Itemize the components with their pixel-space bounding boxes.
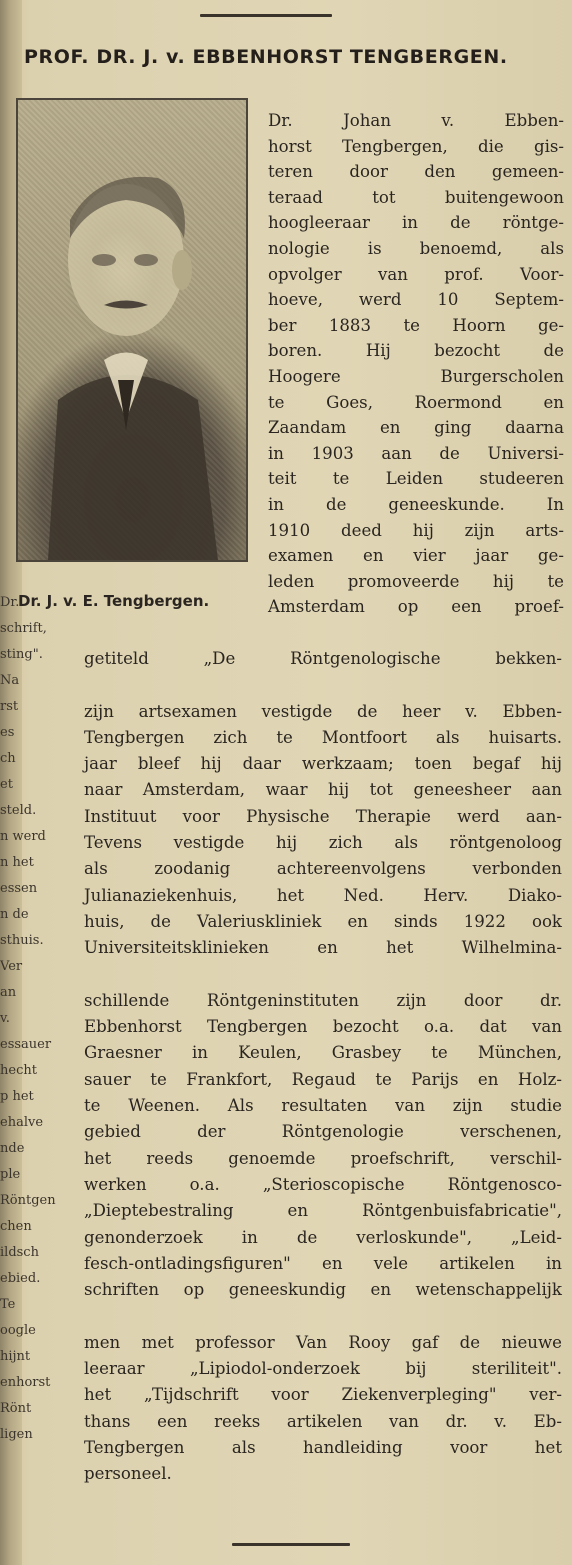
margin-fragment: an — [0, 985, 17, 1000]
text-line: huis, de Valeriuskliniek en sinds 1922 ook — [84, 911, 562, 931]
text-line: thans een reeks artikelen van dr. v. Eb- — [84, 1411, 562, 1431]
margin-fragment: sthuis. — [0, 933, 44, 948]
margin-fragment: sting". — [0, 647, 43, 662]
text-line: fesch-ontladingsfiguren" en vele artikelen in — [84, 1253, 562, 1273]
text-line: opvolger van prof. Voor- — [268, 264, 564, 284]
text-line: sauer te Frankfort, Regaud te Parijs en Holz- — [84, 1069, 562, 1089]
margin-fragment: Röntgen — [0, 1193, 56, 1208]
text-line: schriften op geneeskundig en wetenschappelijk — [84, 1280, 562, 1300]
text-line: Universiteitsklinieken en het Wilhelmina- — [84, 938, 562, 958]
text-line: nologie is benoemd, als — [268, 238, 564, 258]
top-separator-rule — [200, 14, 332, 17]
text-line: Dr. Johan v. Ebben- — [268, 111, 564, 130]
text-line: teraad tot buitengewoon — [268, 187, 564, 207]
text-line: Tevens vestigde hij zich als röntgenoloog — [84, 833, 562, 853]
margin-fragment: et — [0, 777, 13, 792]
margin-fragment: p het — [0, 1089, 34, 1104]
text-line: jaar bleef hij daar werkzaam; toen begaf hij — [84, 754, 562, 774]
margin-fragment: essen — [0, 881, 38, 896]
margin-fragment: n de — [0, 907, 29, 922]
text-line: „Dieptebestraling en Röntgenbuisfabricatie", — [84, 1201, 562, 1221]
text-line: het reeds genoemde proefschrift, verschil- — [84, 1148, 562, 1168]
text-line: getiteld „De Röntgenologische bekken- — [84, 649, 562, 668]
text-line: werken o.a. „Sterioscopische Röntgenosco- — [84, 1174, 562, 1194]
portrait-photo — [16, 98, 248, 562]
margin-fragment: oogle — [0, 1323, 36, 1338]
margin-fragment: chen — [0, 1219, 32, 1234]
portrait-illustration — [18, 100, 246, 560]
margin-fragment: n het — [0, 855, 34, 870]
text-line: als zoodanig achtereenvolgens verbonden — [84, 859, 562, 879]
margin-fragment: Ver — [0, 959, 23, 974]
text-line: te Weenen. Als resultaten van zijn studie — [84, 1096, 562, 1116]
margin-fragment: ildsch — [0, 1245, 39, 1260]
margin-fragment: Na — [0, 673, 20, 688]
margin-fragment: essauer — [0, 1037, 52, 1052]
margin-fragment: hijnt — [0, 1349, 31, 1364]
text-line: boren. Hij bezocht de — [268, 341, 564, 361]
margin-fragment: ch — [0, 751, 16, 766]
margin-fragment: ebied. — [0, 1271, 41, 1286]
text-line — [84, 672, 562, 698]
text-line: examen en vier jaar ge- — [268, 546, 564, 566]
margin-fragment: Dr. — [0, 595, 20, 610]
margin-text-fragments — [0, 590, 100, 1448]
text-line: Instituut voor Physische Therapie werd aan- — [84, 806, 562, 826]
margin-fragment: nde — [0, 1141, 25, 1156]
text-line: Graesner in Keulen, Grasbey te München, — [84, 1043, 562, 1063]
bottom-separator-rule — [232, 1543, 350, 1546]
text-line: naar Amsterdam, waar hij tot geneesheer aan — [84, 780, 562, 800]
margin-fragment: n werd — [0, 829, 46, 844]
text-line: in de geneeskunde. In — [268, 494, 564, 514]
text-line: ber 1883 te Hoorn ge- — [268, 315, 564, 335]
text-line: teit te Leiden studeeren — [268, 469, 564, 489]
margin-fragment: rst — [0, 699, 19, 714]
margin-fragment: ple — [0, 1167, 21, 1182]
margin-fragment: hecht — [0, 1063, 37, 1078]
article-headline: PROF. DR. J. v. EBBENHORST TENGBERGEN. — [24, 46, 508, 68]
article-intro-column — [268, 108, 564, 620]
text-line: zijn artsexamen vestigde de heer v. Ebben- — [84, 701, 562, 721]
text-line — [84, 962, 562, 988]
text-line: Tengbergen zich te Montfoort als huisarts. — [84, 727, 562, 747]
text-line: schillende Röntgeninstituten zijn door dr. — [84, 990, 562, 1010]
text-line: Zaandam en ging daarna — [268, 418, 564, 438]
text-line: Ebbenhorst Tengbergen bezocht o.a. dat van — [84, 1017, 562, 1037]
text-line: genonderzoek in de verloskunde", „Leid- — [84, 1227, 562, 1247]
text-line — [84, 1303, 562, 1329]
text-line: horst Tengbergen, die gis- — [268, 136, 564, 156]
margin-fragment: enhorst — [0, 1375, 51, 1390]
text-line: te Goes, Roermond en — [268, 392, 564, 412]
text-line: hoogleeraar in de röntge- — [268, 213, 564, 233]
text-line: Julianaziekenhuis, het Ned. Herv. Diako- — [84, 885, 562, 905]
text-line: gebied der Röntgenologie verschenen, — [84, 1122, 562, 1142]
margin-fragment: Rönt — [0, 1401, 32, 1416]
margin-fragment: ligen — [0, 1427, 33, 1442]
margin-fragment: schrift, — [0, 621, 47, 636]
text-line: Tengbergen als handleiding voor het — [84, 1437, 562, 1457]
text-line: personeel. — [84, 1464, 172, 1484]
text-line: Hoogere Burgerscholen — [268, 366, 564, 386]
margin-fragment: steld. — [0, 803, 37, 818]
text-line: teren door den gemeen- — [268, 162, 564, 182]
article-body-column — [84, 646, 562, 1488]
margin-fragment: Te — [0, 1297, 16, 1312]
text-line: leden promoveerde hij te — [268, 571, 564, 591]
text-line: in 1903 aan de Universi- — [268, 443, 564, 463]
text-line: leeraar „Lipiodol-onderzoek bij steriliteit". — [84, 1359, 562, 1379]
text-line: hoeve, werd 10 Septem- — [268, 290, 564, 310]
text-line: men met professor Van Rooy gaf de nieuwe — [84, 1332, 562, 1352]
text-line: Amsterdam op een proef- — [268, 597, 564, 617]
text-line: 1910 deed hij zijn arts- — [268, 520, 564, 540]
photo-caption: Dr. J. v. E. Tengbergen. — [18, 592, 210, 610]
text-line: het „Tijdschrift voor Ziekenverpleging" ver- — [84, 1385, 562, 1405]
margin-fragment: es — [0, 725, 15, 740]
margin-fragment: v. — [0, 1011, 10, 1026]
margin-fragment: ehalve — [0, 1115, 44, 1130]
